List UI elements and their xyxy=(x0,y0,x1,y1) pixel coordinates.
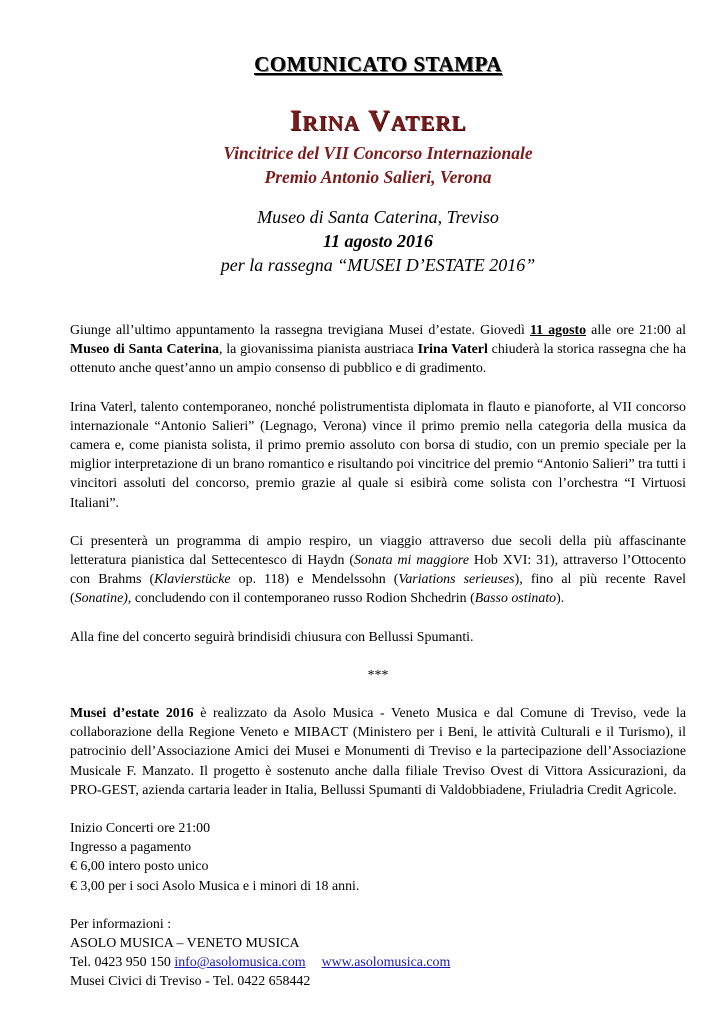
event-date: 11 agosto 2016 xyxy=(322,231,433,251)
paragraph-sponsors: Musei d’estate 2016 è realizzato da Asolo Musica - Veneto Musica e dal Comune di Treviso, vede la collaborazione della Regione Veneto e MIBACT (Ministero per i Beni, le attività Culturali e il Turismo), il patrocinio dell’Associazione Amici dei Musei e Monumenti di Treviso e la partecipazione dell’Associazione Musicale F. Manzato. Il progetto è sostenuto anche dalla filiale Treviso Ovest di Vittora Assicurazioni, da PRO-GEST, azienda cartaria leader in Italia, Bellussi Spumanti di Valdobbiadene, Friuladria Credit Agricole. xyxy=(70,706,686,798)
paragraph-closing: Alla fine del concerto seguirà brindisidi chiusura con Bellussi Spumanti. xyxy=(70,629,474,645)
paragraph-program: Ci presenterà un programma di ampio respiro, un viaggio attraverso due secoli della più affascinante letteratura pianistica dal Settecentesco di Haydn (Sonata mi maggiore Hob XVI: 31), attraverso l’Ottocento con Brahms (Klavierstücke op. 118) e Mendelssohn (Variations serieuses), fino al più recente Ravel (Sonatine), concludendo con il contemporaneo russo Rodion Shchedrin (Basso ostinato). xyxy=(70,533,687,607)
email-link[interactable]: info@asolomusica.com xyxy=(174,955,306,971)
paragraph-biography: Irina Vaterl, talento contemporaneo, nonché polistrumentista diplomata in flauto e pianoforte, al VII concorso internazionale “Antonio Salieri” (Legnago, Verona) vince il primo premio nella categoria della musica da camera e, come pianista solista, il primo premio assoluto con borsa di studio, con un premio speciale per la miglior interpretazione di un brano romantico e risultando poi vincitrice del premio “Antonio Salieri” tra tutti i vincitori assoluti del concorso, premio grazie al quale si esibirà come solista con l’orchestra “I Virtuosi Italiani”. xyxy=(70,399,686,511)
website-link[interactable]: www.asolomusica.com xyxy=(321,955,451,971)
contact-intro: Per informazioni : xyxy=(70,916,172,932)
contact-museum: Musei Civici di Treviso - Tel. 0422 658442 xyxy=(70,974,311,990)
highlight-artist: Irina Vaterl xyxy=(417,342,488,358)
event-series: per la rassegna “MUSEI D’ESTATE 2016” xyxy=(220,255,536,275)
subtitle-competition: Vincitrice del VII Concorso Internazionale xyxy=(223,143,533,163)
subtitle-prize: Premio Antonio Salieri, Verona xyxy=(264,167,492,187)
press-release-title: COMUNICATO STAMPA xyxy=(254,52,502,76)
header xyxy=(70,52,686,277)
highlight-venue: Museo di Santa Caterina xyxy=(70,342,219,358)
info-admission: Ingresso a pagamento xyxy=(70,840,192,856)
info-start-time: Inizio Concerti ore 21:00 xyxy=(70,821,211,837)
info-price-full: € 6,00 intero posto unico xyxy=(70,859,209,875)
paragraph-intro: Giunge all’ultimo appuntamento la rassegna trevigiana Musei d’estate. Giovedì 11 agosto alle ore 21:00 al Museo di Santa Caterina, la giovanissima pianista austriaca Irina Vaterl chiuderà la storica rassegna che ha ottenuto anche quest’anno un ampio consenso di pubblico e di gradimento. xyxy=(70,323,687,377)
highlight-date: 11 agosto xyxy=(529,323,587,338)
ticket-info xyxy=(70,819,686,896)
event-venue: Museo di Santa Caterina, Treviso xyxy=(257,207,499,227)
document-page xyxy=(70,52,686,992)
section-separator: *** xyxy=(367,667,389,683)
artist-name: Irina Vaterl xyxy=(289,104,467,137)
info-price-reduced: € 3,00 per i soci Asolo Musica e i minori di 18 anni. xyxy=(70,878,360,894)
contact-info xyxy=(70,915,686,992)
contact-phone-line: Tel. 0423 950 150 info@asolomusica.com www.asolomusica.com xyxy=(70,955,451,971)
contact-org: ASOLO MUSICA – VENETO MUSICA xyxy=(70,936,300,952)
